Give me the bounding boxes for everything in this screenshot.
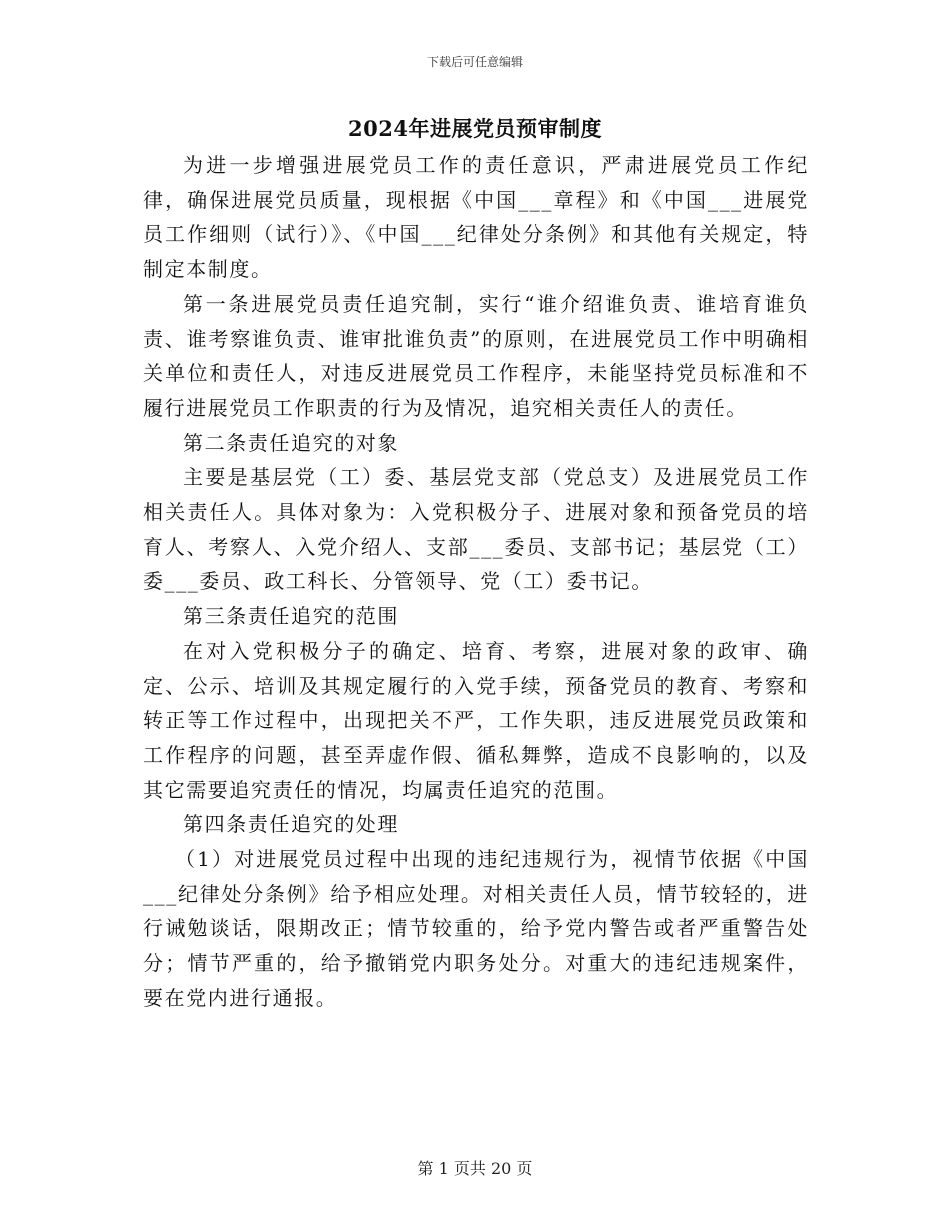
- page-header-note: 下载后可任意编辑: [426, 55, 523, 69]
- heading-article-2: 第二条责任追究的对象: [183, 430, 399, 455]
- paragraph-article-4-item-1: （1）对进展党员过程中出现的违纪违规行为，视情节依据《中国___纪律处分条例》给予相应处理。对相关责任人员，情节较轻的，进行诫勉谈话，限期改正；情节较重的，给予党内警告或者严重警告处分；情节严重的，给予撤销党内职务处分。对重大的违纪违规案件，要在党内进行通报。: [143, 847, 809, 1010]
- paragraph-article-1: 第一条进展党员责任追究制，实行“谁介绍谁负责、谁培育谁负责、谁考察谁负责、谁审批谁负责”的原则，在进展党员工作中明确相关单位和责任人，对违反进展党员工作程序，未能坚持党员标准和不履行进展党员工作职责的行为及情况，追究相关责任人的责任。: [143, 291, 809, 420]
- document-body: [143, 148, 809, 1016]
- document-title: 2024年进展党员预审制度: [348, 116, 602, 141]
- paragraph-article-3: 在对入党积极分子的确定、培育、考察，进展对象的政审、确定、公示、培训及其规定履行的入党手续，预备党员的教育、考察和转正等工作过程中，出现把关不严，工作失职，违反进展党员政策和工作程序的问题，甚至弄虚作假、循私舞弊，造成不良影响的，以及其它需要追究责任的情况，均属责任追究的范围。: [143, 638, 809, 802]
- paragraph-intro: 为进一步增强进展党员工作的责任意识，严肃进展党员工作纪律，确保进展党员质量，现根据《中国___章程》和《中国___进展党员工作细则（试行）》、《中国___纪律处分条例》和其他有关规定，特制定本制度。: [143, 153, 809, 282]
- heading-article-4: 第四条责任追究的处理: [183, 812, 399, 837]
- paragraph-article-2: 主要是基层党（工）委、基层党支部（党总支）及进展党员工作相关责任人。具体对象为：入党积极分子、进展对象和预备党员的培育人、考察人、入党介绍人、支部___委员、支部书记；基层党（工）委___委员、政工科长、分管领导、党（工）委书记。: [143, 465, 809, 594]
- heading-article-3: 第三条责任追究的范围: [183, 604, 399, 629]
- page-number: 第 1 页共 20 页: [417, 1159, 533, 1178]
